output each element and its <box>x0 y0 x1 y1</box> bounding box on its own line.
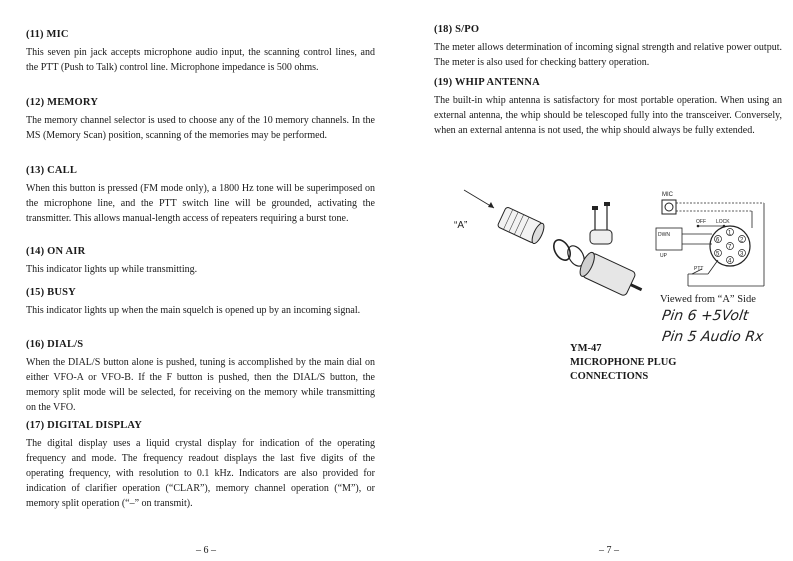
section-mic <box>26 29 375 75</box>
svg-text:1: 1 <box>728 230 732 237</box>
off-label: OFF <box>696 219 706 225</box>
svg-text:5: 5 <box>716 251 720 258</box>
section-heading: (18) S/PO <box>434 24 480 35</box>
section-whip-antenna <box>434 77 782 138</box>
up-label: UP <box>660 253 667 259</box>
section-digital-display <box>26 420 375 511</box>
ptt-label: PTT <box>694 266 704 272</box>
section-heading: (17) DIGITAL DISPLAY <box>26 420 143 431</box>
handwritten-note: Pin 6 +5Volt <box>660 308 750 324</box>
caption-subtitle: CONNECTIONS <box>570 371 649 382</box>
svg-text:6: 6 <box>716 237 720 244</box>
svg-text:3: 3 <box>740 251 744 258</box>
section-busy <box>26 287 375 318</box>
section-body: The memory channel selector is used to choose any of the 10 memory channels. In the MS (Memory Scan) position, scanning of the memories may be performed. <box>26 115 375 141</box>
svg-text:7: 7 <box>728 244 732 251</box>
section-body: This seven pin jack accepts microphone audio input, the scanning control lines, and the PTT (Push to Talk) control line. Microphone impedance is 500 ohms. <box>26 47 375 73</box>
svg-text:2: 2 <box>740 237 744 244</box>
section-body: This indicator lights up while transmitting. <box>26 264 198 275</box>
section-s-po <box>434 24 782 70</box>
section-on-air <box>26 246 375 277</box>
lock-label: LOCK <box>716 219 730 225</box>
connector-body <box>497 207 546 246</box>
section-dial-s <box>26 339 375 415</box>
section-body: The meter allows determination of incoming signal strength and relative power output. The meter is also used for checking battery operation. <box>434 42 782 68</box>
right-page <box>396 0 793 561</box>
rear-shell <box>577 251 644 302</box>
section-body: The built-in whip antenna is satisfactory for most portable operation. When using an external antenna, the whip should be telescoped fully into the transceiver. Conversely, when an external antenna is not used, the whip should always be fully extended. <box>434 95 782 136</box>
section-heading: (13) CALL <box>26 165 78 176</box>
page-number: – 7 – <box>599 545 619 556</box>
svg-text:4: 4 <box>728 258 732 265</box>
section-call <box>26 165 375 226</box>
mic-label: MIC <box>662 192 673 198</box>
caption-model: YM-47 <box>570 343 602 354</box>
section-heading: (12) MEMORY <box>26 97 99 108</box>
section-heading: (15) BUSY <box>26 287 76 298</box>
plug-exploded-drawing <box>454 188 644 308</box>
section-body: This indicator lights up when the main squelch is opened up by an incoming signal. <box>26 305 361 316</box>
section-heading: (14) ON AIR <box>26 246 86 257</box>
section-body: When the DIAL/S button alone is pushed, tuning is accomplished by the main dial on either VFO-A or VFO-B. If the F button is pushed, then the DIAL/S button, the memory split mode will be selected, for receiving on the memory while transmitting on the VFO. <box>26 357 375 413</box>
page-number: – 6 – <box>196 545 216 556</box>
section-heading: (11) MIC <box>26 29 69 40</box>
cable-clamp <box>590 202 612 244</box>
pin-numbers <box>715 229 746 265</box>
section-body: The digital display uses a liquid crystal display for indication of the operating frequency and mode. The frequency readout displays the last five digits of the operating frequency, with resolution to 0.1 kHz. Indicators are also provided for indication of clarifier operation (“CLAR”), memory channel operation (“M”), or memory split operation (“–” on transmit). <box>26 438 375 509</box>
left-page <box>0 0 396 561</box>
section-body: When this button is pressed (FM mode only), a 1800 Hz tone will be superimposed on the microphone line, and the PTT switch line will be grounded, activating the transmitter. This allows manual-length access of repeaters requiring a burst tone. <box>26 183 375 224</box>
dwn-label: DWN <box>658 232 670 238</box>
handwritten-note: Pin 5 Audio Rx <box>660 329 765 345</box>
wiring-schematic <box>652 188 780 293</box>
viewed-from-label: Viewed from “A” Side <box>660 294 756 305</box>
caption-title: MICROPHONE PLUG <box>570 357 677 368</box>
section-memory <box>26 97 375 143</box>
a-label: “A” <box>454 220 468 231</box>
section-heading: (19) WHIP ANTENNA <box>434 77 540 88</box>
section-heading: (16) DIAL/S <box>26 339 84 350</box>
mic-capsule <box>662 200 676 214</box>
